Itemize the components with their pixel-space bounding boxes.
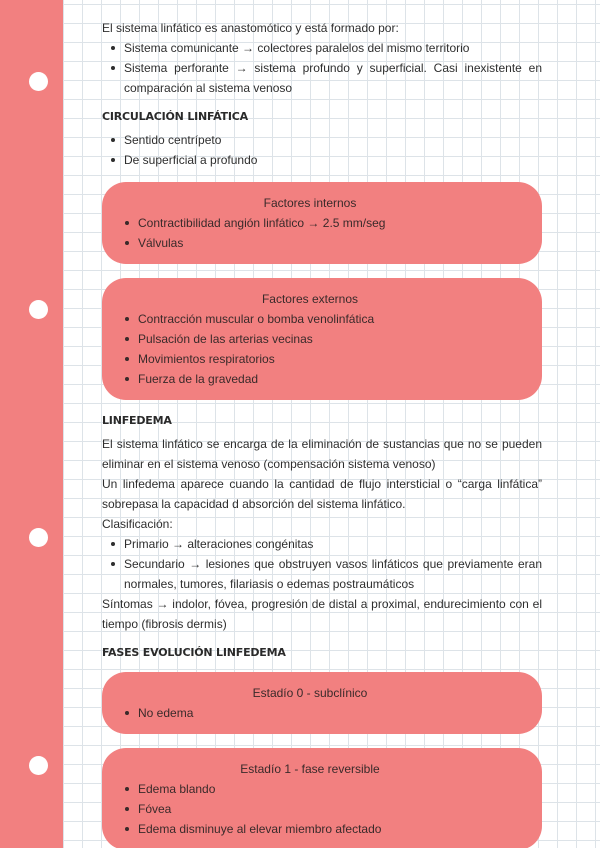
clasificacion-list [102, 534, 542, 594]
factores-externos-box [102, 278, 542, 400]
box-title: Estadío 0 - subclínico [252, 686, 368, 700]
list-item: Contractibilidad angión linfático → 2.5 mm/seg [116, 213, 518, 233]
list-item: Secundario → lesiones que obstruyen vasos linfáticos que previamente eran normales, tumores, filariasis o edemas postraumáticos [102, 554, 542, 594]
box-title: Estadío 1 - fase reversible [240, 762, 380, 776]
sintomas-paragraph: Síntomas → indolor, fóvea, progresión de distal a proximal, endurecimiento con el tiempo (fibrosis dermis) [102, 597, 542, 631]
linfedema-paragraph: El sistema linfático se encarga de la eliminación de sustancias que no se pueden eliminar en el sistema venoso (compensación sistema venoso) [102, 437, 542, 471]
list-item: Sistema perforante → sistema profundo y superficial. Casi inexistente en comparación al sistema venoso [102, 58, 542, 98]
list-item: De superficial a profundo [102, 150, 542, 170]
stage-0-list [102, 703, 518, 723]
list-item: Fuerza de la gravedad [116, 369, 518, 389]
list-item: Edema disminuye al elevar miembro afectado [116, 819, 518, 839]
list-item: Válvulas [116, 233, 518, 253]
box-title: Factores internos [263, 196, 357, 210]
stage-1-list [102, 779, 518, 839]
list-item: No edema [116, 703, 518, 723]
factores-internos-box [102, 182, 542, 264]
notebook-binding-strip [0, 0, 63, 848]
section-heading-linfedema: LINFEDEMA [102, 414, 172, 427]
list-item: Pulsación de las arterias vecinas [116, 329, 518, 349]
list-item: Movimientos respiratorios [116, 349, 518, 369]
section-heading-fases: FASES EVOLUCIÓN LINFEDEMA [102, 646, 286, 659]
stage-1-box [102, 748, 542, 848]
factores-internos-list [102, 213, 518, 253]
binder-hole [29, 72, 48, 91]
list-item: Sentido centrípeto [102, 130, 542, 150]
clasificacion-label: Clasificación: [102, 517, 173, 531]
stage-0-box [102, 672, 542, 734]
binder-hole [29, 528, 48, 547]
list-item: Sistema comunicante → colectores paralelos del mismo territorio [102, 38, 542, 58]
factores-externos-list [102, 309, 518, 389]
box-title: Factores externos [261, 292, 359, 306]
linfedema-paragraph: Un linfedema aparece cuando la cantidad de flujo intersticial o “carga linfática” sobrepasa la capacidad d absorción del sistema linfático. [102, 477, 542, 511]
list-item: Contracción muscular o bomba venolinfática [116, 309, 518, 329]
intro-list [102, 38, 542, 98]
list-item: Primario → alteraciones congénitas [102, 534, 542, 554]
section-heading-circulacion: CIRCULACIÓN LINFÁTICA [102, 110, 248, 123]
binder-hole [29, 756, 48, 775]
list-item: Edema blando [116, 779, 518, 799]
circulacion-list [102, 130, 542, 170]
list-item: Fóvea [116, 799, 518, 819]
intro-text: El sistema linfático es anastomótico y está formado por: [102, 21, 399, 35]
binder-hole [29, 300, 48, 319]
page-content [102, 18, 542, 848]
